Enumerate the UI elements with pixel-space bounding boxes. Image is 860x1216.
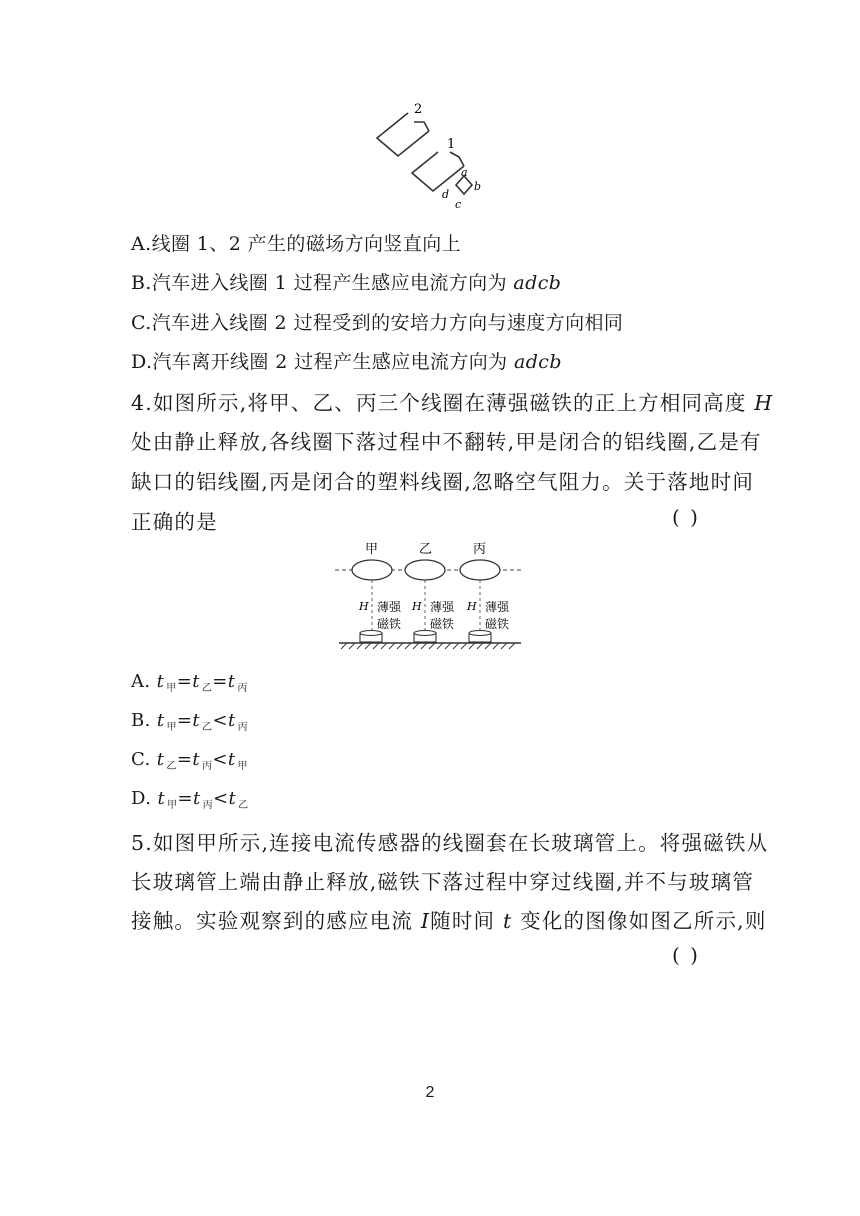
q5-text: 变化的图像如图乙所示,则	[512, 909, 767, 933]
option-prefix: C.	[131, 312, 152, 334]
magnet-label-3b: 磁铁	[485, 617, 510, 631]
t-sub: 丙	[202, 800, 214, 811]
q3-option-b	[131, 268, 561, 295]
option-text: 线圈 1、2 产生的磁场方向竖直向上	[151, 233, 462, 255]
t-sub: 丙	[201, 761, 213, 772]
t-sub: 甲	[166, 683, 177, 694]
q4-var-h: H	[754, 391, 774, 415]
q4-line-1	[131, 386, 773, 416]
t-var: t	[192, 788, 201, 809]
magnet-label-2a: 薄强	[430, 600, 455, 614]
q4-option-d	[131, 788, 249, 809]
q5-line-3	[131, 904, 767, 934]
option-prefix: B.	[131, 710, 151, 731]
t-var: t	[157, 788, 166, 809]
t-sub: 甲	[167, 800, 178, 811]
option-text: 汽车离开线圈 2 过程产生感应电流方向为	[152, 351, 515, 373]
coil-bing	[460, 560, 500, 580]
q5-var-i: I	[420, 909, 431, 933]
coil-jia	[352, 560, 392, 580]
q4-option-a	[131, 671, 248, 692]
label-a: a	[461, 166, 468, 179]
option-var: adcb	[514, 351, 562, 373]
q5-answer-paren: ( )	[672, 943, 700, 967]
t-sub: 乙	[166, 761, 177, 772]
magnet-label-1b: 磁铁	[377, 617, 402, 631]
coil-1-lead	[450, 152, 464, 166]
relation: =	[176, 749, 193, 770]
t-sub: 乙	[201, 683, 213, 694]
ground-hatching	[341, 643, 515, 649]
option-prefix: D.	[131, 788, 152, 809]
relation: =	[212, 671, 228, 692]
coil-label-yi: 乙	[419, 542, 433, 557]
option-prefix: A.	[131, 671, 151, 692]
q3-option-a	[131, 229, 461, 256]
q3-option-d	[131, 347, 562, 374]
q3-option-c	[131, 308, 623, 335]
q5-text: 接触。实验观察到的感应电流	[131, 909, 421, 933]
coil-car-figure	[370, 100, 490, 215]
t-var: t	[227, 671, 236, 692]
t-var: t	[156, 710, 165, 731]
label-b: b	[474, 180, 482, 193]
t-sub: 乙	[238, 800, 249, 811]
label-d: d	[442, 188, 450, 201]
coil-2-outline	[377, 113, 429, 156]
option-text: 汽车进入线圈 2 过程受到的安培力方向与速度方向相同	[151, 312, 624, 334]
q4-answer-paren: ( )	[672, 505, 700, 529]
q5-line-1: 5.如图甲所示,连接电流传感器的线圈套在长玻璃管上。将强磁铁从	[131, 831, 769, 855]
coil-2-label: 2	[414, 102, 423, 117]
option-text: 汽车进入线圈 1 过程产生感应电流方向为	[151, 272, 514, 294]
q4-text: 4.如图所示,将甲、乙、丙三个线圈在薄强磁铁的正上方相同高度	[131, 391, 755, 415]
option-prefix: B.	[131, 272, 152, 294]
relation: <	[212, 749, 228, 770]
t-var: t	[192, 749, 200, 770]
relation: =	[176, 671, 193, 692]
t-var: t	[192, 710, 201, 731]
t-var: t	[227, 749, 236, 770]
option-var: adcb	[513, 272, 562, 294]
q4-option-c	[131, 749, 248, 770]
q5-line-2: 长玻璃管上端由静止释放,磁铁下落过程中穿过线圈,并不与玻璃管	[131, 870, 755, 894]
magnet-label-2b: 磁铁	[430, 617, 455, 631]
coil-2-lead	[414, 122, 429, 131]
t-sub: 丙	[237, 683, 248, 694]
coil-yi	[405, 560, 445, 580]
coil-1-label: 1	[447, 137, 456, 152]
t-var: t	[156, 671, 165, 692]
q5-text: 随时间	[430, 909, 503, 933]
q4-line-2: 处由静止释放,各线圈下落过程中不翻转,甲是闭合的铝线圈,乙是有	[131, 430, 762, 454]
page-number: 2	[425, 1084, 435, 1101]
t-sub: 丙	[237, 722, 248, 733]
option-prefix: A.	[131, 233, 152, 255]
relation: =	[176, 710, 193, 731]
magnet-label-1a: 薄强	[377, 600, 402, 614]
q4-line-4: 正确的是	[131, 510, 218, 534]
t-var: t	[156, 749, 165, 770]
relation: =	[177, 788, 193, 809]
t-var: t	[228, 788, 237, 809]
t-sub: 甲	[237, 761, 248, 772]
t-sub: 乙	[202, 722, 213, 733]
magnet-label-3a: 薄强	[485, 600, 510, 614]
option-prefix: C.	[131, 749, 151, 770]
q5-var-t: t	[502, 909, 513, 933]
q4-option-b	[131, 710, 248, 731]
relation: <	[213, 788, 229, 809]
coil-label-jia: 甲	[365, 542, 379, 557]
relation: <	[212, 710, 228, 731]
height-label-1: H	[359, 600, 369, 613]
label-c: c	[455, 198, 462, 211]
coil-label-bing: 丙	[473, 542, 487, 557]
option-prefix: D.	[131, 351, 153, 373]
t-var: t	[227, 710, 236, 731]
height-label-2: H	[412, 600, 422, 613]
height-label-3: H	[467, 600, 477, 613]
t-sub: 甲	[166, 722, 177, 733]
q4-line-3: 缺口的铝线圈,丙是闭合的塑料线圈,忽略空气阻力。关于落地时间	[131, 470, 755, 494]
coils-magnets-figure	[335, 538, 525, 656]
t-var: t	[192, 671, 200, 692]
